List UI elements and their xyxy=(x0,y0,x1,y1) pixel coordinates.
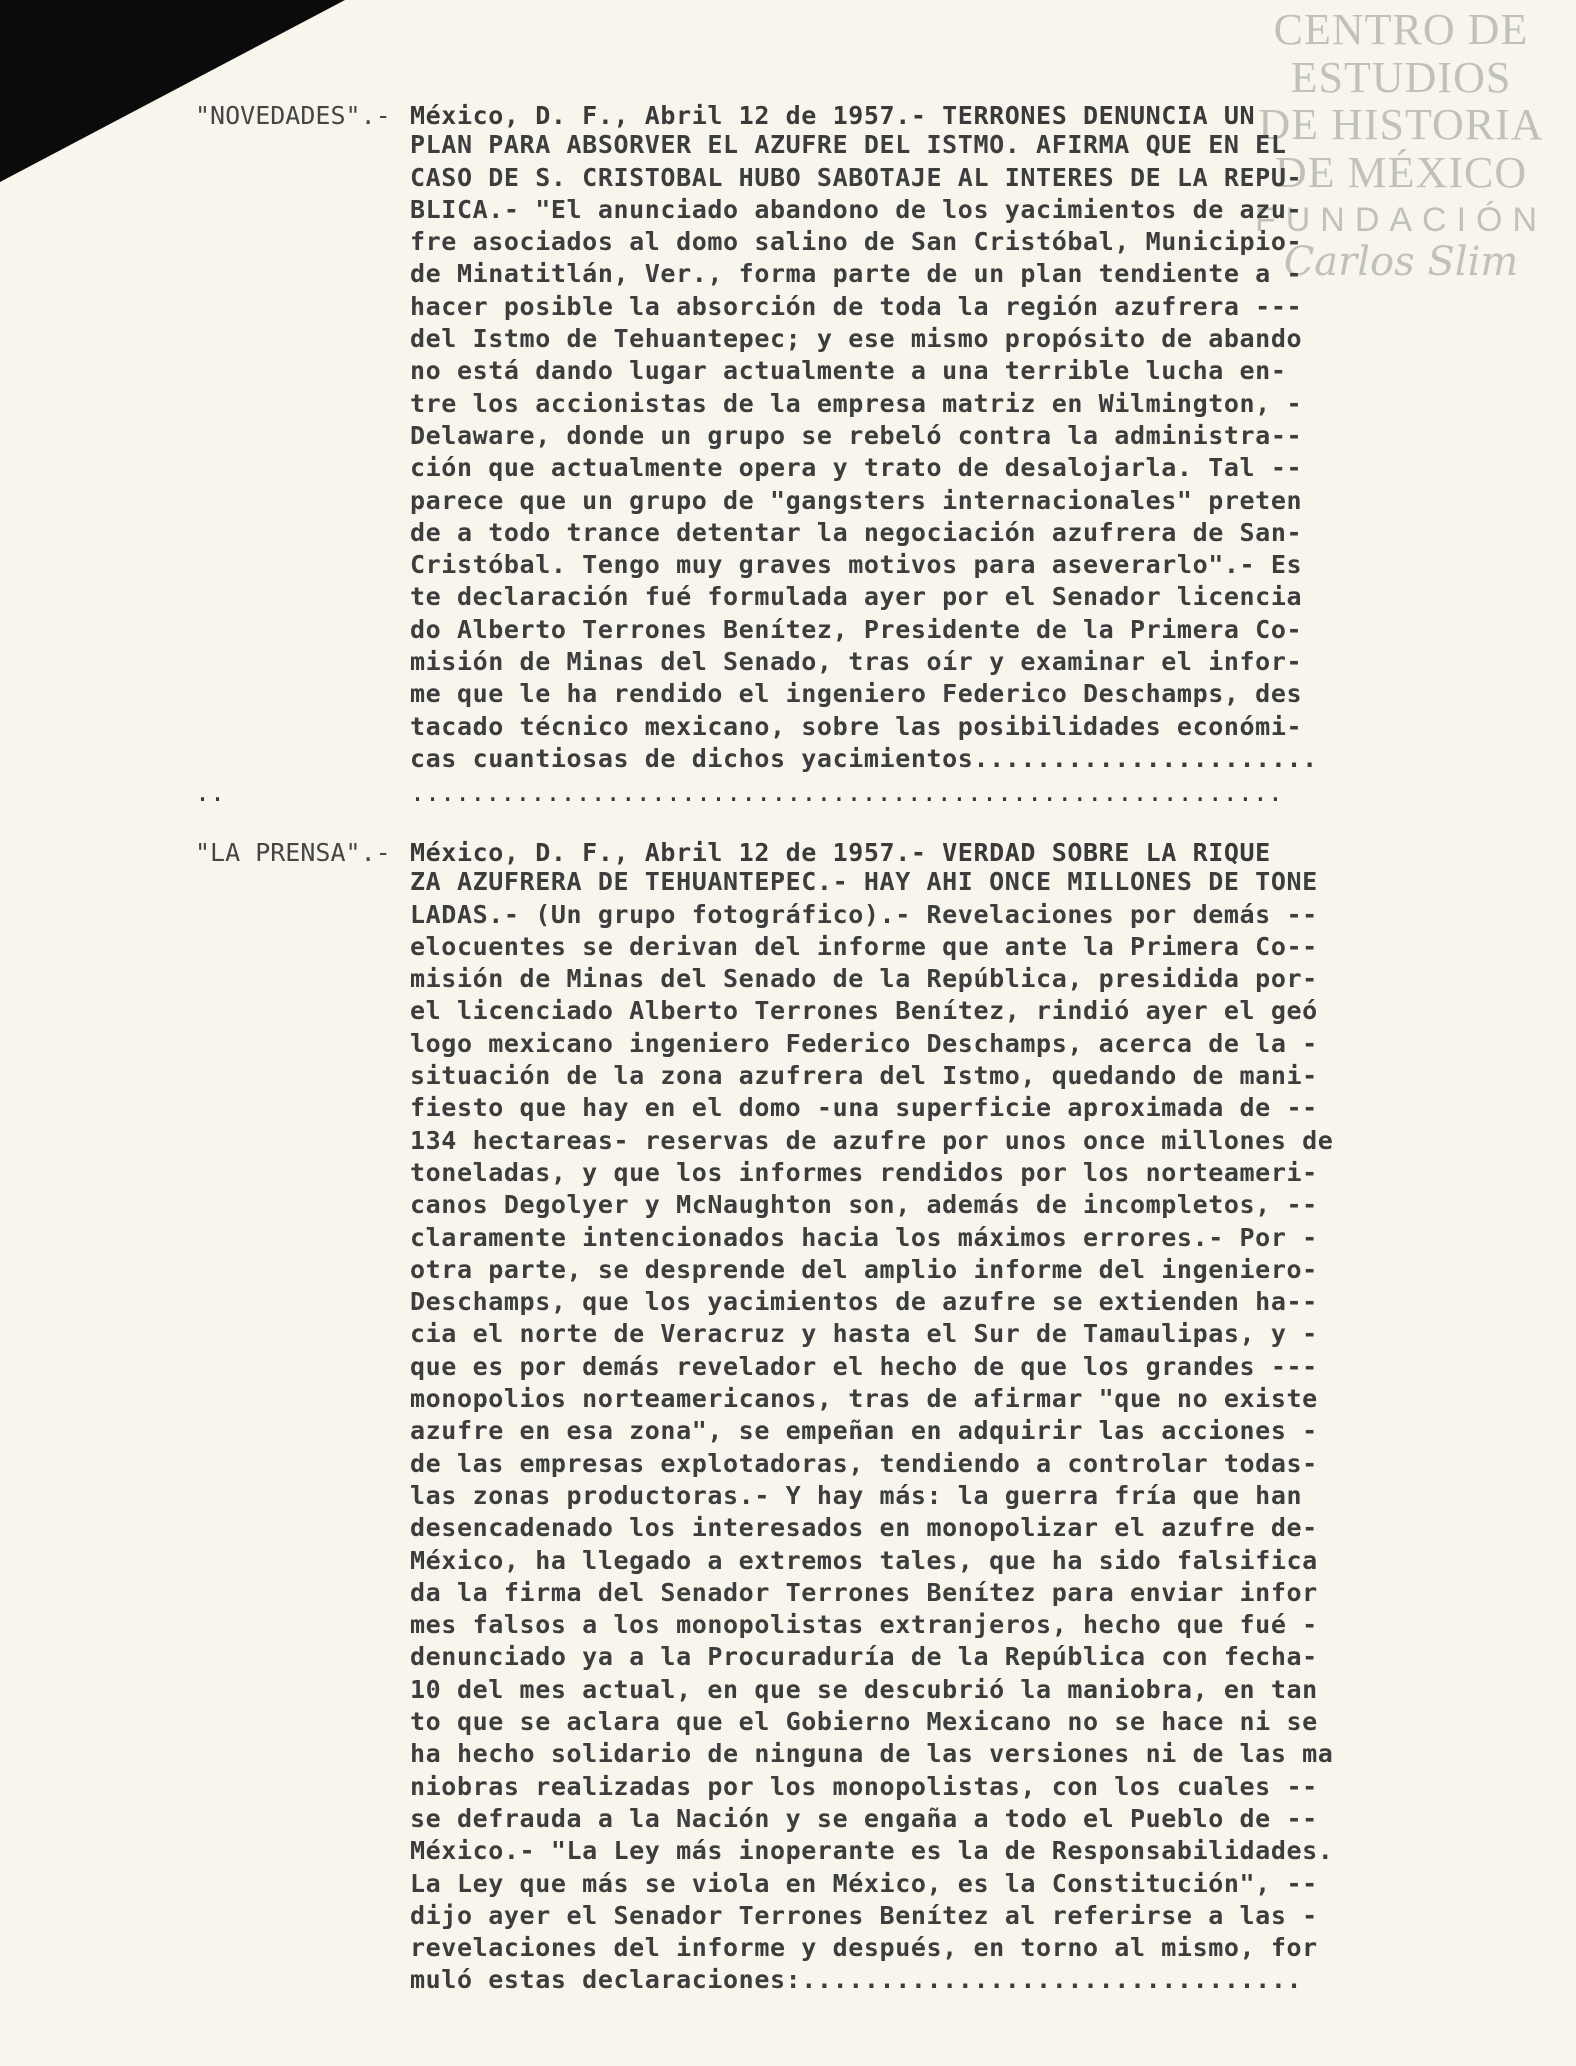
text-line: fre asociados al domo salino de San Cristóbal, Municipio- xyxy=(410,227,1303,257)
entry-first-row xyxy=(195,835,1515,867)
text-line: claramente intencionados hacia los máximos errores.- Por - xyxy=(410,1222,1318,1252)
watermark-line: ESTUDIOS xyxy=(1290,52,1512,102)
text-line: te declaración fué formulada ayer por el Senador licencia xyxy=(410,582,1303,612)
text-line: parece que un grupo de "gangsters internacionales" preten xyxy=(410,485,1303,515)
text-line: México, D. F., Abril 12 de 1957.- VERDAD SOBRE LA RIQUE xyxy=(410,838,1271,868)
text-line: toneladas, y que los informes rendidos por los norteameri- xyxy=(410,1157,1318,1187)
source-label: "NOVEDADES".- xyxy=(195,101,391,131)
watermark-line: DE HISTORIA xyxy=(1258,100,1544,150)
text-line: de a todo trance detentar la negociación azufrera de San- xyxy=(410,517,1303,547)
watermark-line: CENTRO DE xyxy=(1273,5,1529,54)
text-line: misión de Minas del Senado de la República, presidida por- xyxy=(410,964,1318,994)
text-line: misión de Minas del Senado, tras oír y examinar el infor- xyxy=(410,647,1303,677)
text-line: 10 del mes actual, en que se descubrió la maniobra, en tan xyxy=(410,1674,1318,1704)
text-line: elocuentes se derivan del informe que ante la Primera Co-- xyxy=(410,931,1318,961)
text-line: México, D. F., Abril 12 de 1957.- TERRONES DENUNCIA UN xyxy=(410,101,1256,131)
watermark-signature: Carlos Slim xyxy=(1283,238,1519,285)
text-line: niobras realizadas por los monopolistas, con los cuales -- xyxy=(410,1771,1318,1801)
text-line: del Istmo de Tehuantepec; y ese mismo propósito de abando xyxy=(410,324,1303,354)
text-line: logo mexicano ingeniero Federico Deschamps, acerca de la - xyxy=(410,1028,1318,1058)
entry-first-row xyxy=(195,98,1515,130)
text-line: azufre en esa zona", se empeñan en adquirir las acciones - xyxy=(410,1416,1318,1446)
text-line: da la firma del Senador Terrones Benítez para enviar infor xyxy=(410,1577,1318,1607)
press-entry-la-prensa xyxy=(195,835,1515,1998)
text-line: LADAS.- (Un grupo fotográfico).- Revelaciones por demás -- xyxy=(410,899,1318,929)
text-line: las zonas productoras.- Y hay más: la guerra fría que han xyxy=(410,1480,1303,1510)
text-line: tre los accionistas de la empresa matriz en Wilmington, - xyxy=(410,388,1303,418)
text-line: que es por demás revelador el hecho de que los grandes --- xyxy=(410,1351,1318,1381)
press-entry-novedades xyxy=(195,98,1515,776)
text-line: hacer posible la absorción de toda la región azufrera --- xyxy=(410,291,1303,321)
text-line: denunciado ya a la Procuraduría de la República con fecha- xyxy=(410,1642,1318,1672)
entry-separator xyxy=(195,778,1515,812)
text-line: La Ley que más se viola en México, es la Constitución", -- xyxy=(410,1868,1318,1898)
text-line: situación de la zona azufrera del Istmo, quedando de mani- xyxy=(410,1061,1318,1091)
text-line: el licenciado Alberto Terrones Benítez, rindió ayer el geó xyxy=(410,996,1318,1026)
text-line: canos Degolyer y McNaughton son, además de incompletos, -- xyxy=(410,1190,1318,1220)
text-line: México, ha llegado a extremos tales, que ha sido falsifica xyxy=(410,1545,1318,1575)
watermark-foundation: FUNDACIÓN xyxy=(1254,201,1548,240)
text-line: Delaware, donde un grupo se rebeló contra la administra-- xyxy=(410,420,1303,450)
text-line: de las empresas explotadoras, tendiendo a controlar todas- xyxy=(410,1448,1318,1478)
text-line: BLICA.- "El anunciado abandono de los yacimientos de azu- xyxy=(410,194,1303,224)
text-line: Cristóbal. Tengo muy graves motivos para aseverarlo".- Es xyxy=(410,550,1303,580)
text-line: ha hecho solidario de ninguna de las versiones ni de las ma xyxy=(410,1739,1334,1769)
text-line: mes falsos a los monopolistas extranjeros, hecho que fué - xyxy=(410,1610,1318,1640)
text-line: de Minatitlán, Ver., forma parte de un plan tendiente a - xyxy=(410,259,1303,289)
text-line: ción que actualmente opera y trato de desalojarla. Tal -- xyxy=(410,453,1303,483)
text-line: Deschamps, que los yacimientos de azufre se extienden ha-- xyxy=(410,1287,1318,1317)
text-line: cas cuantiosas de dichos yacimientos...................... xyxy=(410,743,1318,773)
text-line: no está dando lugar actualmente a una terrible lucha en- xyxy=(410,356,1287,386)
text-line: tacado técnico mexicano, sobre las posibilidades económi- xyxy=(410,711,1303,741)
separator-lead: .. xyxy=(195,778,226,807)
text-line: do Alberto Terrones Benítez, Presidente de la Primera Co- xyxy=(410,614,1303,644)
text-line: ZA AZUFRERA DE TEHUANTEPEC.- HAY AHI ONCE MILLONES DE TONE xyxy=(410,867,1318,897)
text-line: muló estas declaraciones:................................ xyxy=(410,1965,1303,1995)
source-label: "LA PRENSA".- xyxy=(195,838,391,868)
separator-dots: .......................................................... xyxy=(410,778,1283,807)
text-line: PLAN PARA ABSORVER EL AZUFRE DEL ISTMO. AFIRMA QUE EN EL xyxy=(410,130,1287,160)
watermark-line: DE MÉXICO xyxy=(1274,147,1528,197)
text-line: fiesto que hay en el domo -una superficie aproximada de -- xyxy=(410,1093,1318,1123)
text-line: monopolios norteamericanos, tras de afirmar "que no existe xyxy=(410,1384,1318,1414)
text-line: dijo ayer el Senador Terrones Benítez al referirse a las - xyxy=(410,1900,1318,1930)
text-line: México.- "La Ley más inoperante es la de Responsabilidades. xyxy=(410,1836,1334,1866)
text-line: desencadenado los interesados en monopolizar el azufre de- xyxy=(410,1513,1318,1543)
text-line: 134 hectareas- reservas de azufre por unos once millones de xyxy=(410,1125,1334,1155)
text-line: CASO DE S. CRISTOBAL HUBO SABOTAJE AL INTERES DE LA REPU- xyxy=(410,162,1303,192)
text-line: revelaciones del informe y después, en torno al mismo, for xyxy=(410,1933,1318,1963)
text-line: to que se aclara que el Gobierno Mexicano no se hace ni se xyxy=(410,1707,1318,1737)
text-line: se defrauda a la Nación y se engaña a todo el Pueblo de -- xyxy=(410,1803,1318,1833)
text-line: otra parte, se desprende del amplio informe del ingeniero- xyxy=(410,1254,1318,1284)
text-line: cia el norte de Veracruz y hasta el Sur de Tamaulipas, y - xyxy=(410,1319,1318,1349)
text-line: me que le ha rendido el ingeniero Federico Deschamps, des xyxy=(410,679,1303,709)
